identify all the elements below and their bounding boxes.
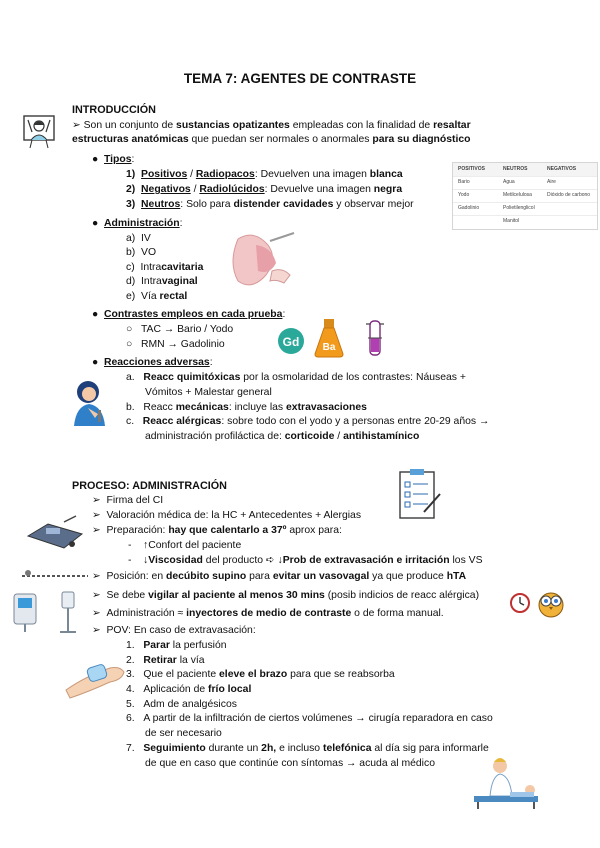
table-row: Manitol [503,218,520,224]
gadolinium-icon [276,325,306,360]
reaccion-b: b. Reacc mecánicas: incluye las extravasaciones [126,402,367,413]
owl-icon [536,588,566,621]
proceso-line-1: ➢ Firma del CI [92,495,164,506]
proceso-line-4: ➢ Posición: en decúbito supino para evitar un vasovagal ya que produce hTA [92,571,467,582]
sick-person-icon [68,378,112,433]
svg-text:Ba: Ba [322,342,336,353]
tipos-item-3: 3) Neutros: Solo para distender cavidades y observar mejor [126,199,414,210]
empleos-item: ○ RMN → Gadolinio [126,339,225,350]
contrast-types-table [452,162,598,230]
admin-item: d) Intravaginal [126,276,198,287]
doctor-patient-icon [470,756,546,813]
anatomy-illustration-icon [232,231,298,292]
table-row: Gadolinio Polietilenglicol [453,202,597,216]
alarm-clock-icon [508,590,532,617]
pov-item-7-cont: de que en caso que continúe con síntomas → acuda al médico [145,758,435,769]
preparacion-sub-2: - ↓Viscosidad del producto ➪ ↓Prob de extravasación e irritación los VS [128,555,483,566]
tipos-item-2: 2) Negativos / Radiolúcidos: Devuelve una imagen negra [126,184,403,195]
table-row: Bario Agua Aire [453,176,597,190]
svg-text:Gd: Gd [282,335,300,349]
pov-item-6: 6. A partir de la infiltración de ciertos volúmenes → cirugía reparadora en caso [126,713,493,724]
pov-item-2: 2. Retirar la vía [126,655,205,666]
clipboard-checklist-icon [394,468,442,525]
intro-heading: INTRODUCCIÓN [72,104,156,116]
admin-item: e) Vía rectal [126,291,188,302]
pov-item-5: 5. Adm de analgésicos [126,699,237,710]
barium-flask-icon [312,318,346,361]
reacciones-heading: ● Reacciones adversas: [92,357,213,368]
reaccion-c-cont: administración profiláctica de: corticoide / antihistamínico [145,431,420,442]
empleos-item: ○ TAC → Bario / Yodo [126,324,234,335]
reaccion-a: a. Reacc quimitóxicas por la osmolaridad de los contrastes: Náuseas + [126,372,466,383]
pov-item-1: 1. Parar la perfusión [126,640,227,651]
tipos-item-1: 1) Positivos / Radiopacos: Devuelven una imagen blanca [126,169,403,180]
admin-item: b) VO [126,247,157,258]
teacher-icon [22,114,56,153]
arm-cold-pack-icon [64,660,128,703]
admin-heading: ● Administración: [92,218,183,229]
proceso-line-6: ➢ Administración ≈ inyectores de medio de contraste o de forma manual. [92,608,444,619]
proceso-line-2: ➢ Valoración médica de: la HC + Antecedentes + Alergias [92,510,362,521]
preparacion-sub-1: - ↑Confort del paciente [128,540,242,551]
proceso-heading: PROCESO: ADMINISTRACIÓN [72,480,227,492]
pov-item-7: 7. Seguimiento durante un 2h, e incluso telefónica al día sig para informarle [126,743,489,754]
tipos-heading: ● Tipos: [92,154,135,165]
proceso-line-5: ➢ Se debe vigilar al paciente al menos 30 mins (posib indicios de reacc alérgica) [92,590,480,601]
page-title: TEMA 7: AGENTES DE CONTRASTE [183,71,417,86]
empleos-heading: ● Contrastes empleos en cada prueba: [92,309,286,320]
pov-item-6-cont: de ser necesario [145,728,222,739]
pov-item-3: 3. Que el paciente eleve el brazo para que se reabsorba [126,669,395,680]
injector-machine-icon [12,590,84,637]
patient-lying-icon [20,568,90,583]
reaccion-a-cont: Vómitos + Malestar general [145,387,272,398]
intro-line-1: ➢ Son un conjunto de sustancias opatizantes empleadas con la finalidad de resaltar [72,120,471,131]
admin-item: a) IV [126,233,151,244]
admin-item: c) Intracavitaria [126,262,204,273]
table-row: Yodo Metilcelulosa Dióxido de carbono [453,189,597,203]
intro-line-2: estructuras anatómicas que puedan ser normales o anormales para su diagnóstico [72,134,471,145]
proceso-line-3: ➢ Preparación: hay que calentarlo a 37º aprox para: [92,525,342,536]
proceso-line-7: ➢ POV: En caso de extravasación: [92,625,256,636]
test-tube-icon [364,318,386,361]
pov-item-4: 4. Aplicación de frío local [126,684,252,695]
infusion-warmer-icon [24,514,86,557]
table-header-row: POSITIVOS NEUTROS NEGATIVOS [453,163,597,177]
reaccion-c: c. Reacc alérgicas: sobre todo con el yodo y a personas entre 20-29 años → [126,416,490,427]
